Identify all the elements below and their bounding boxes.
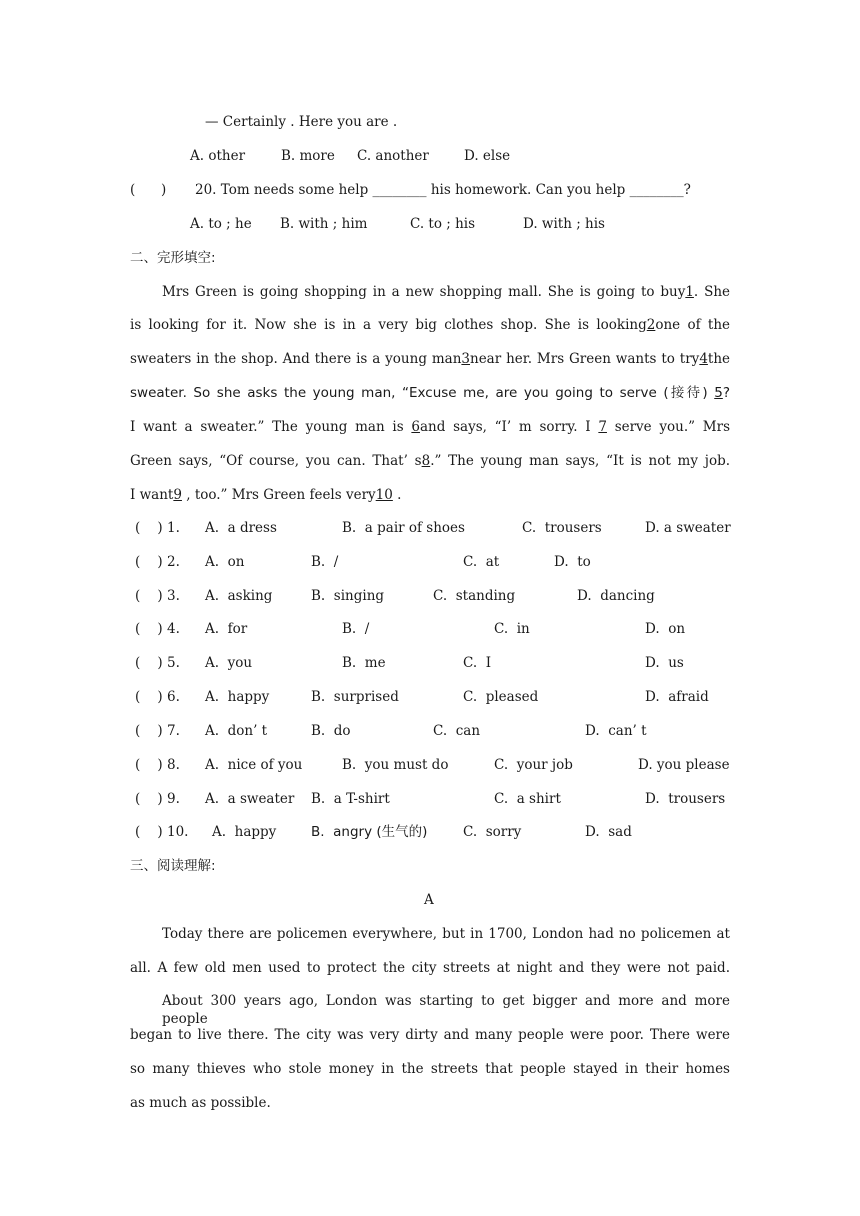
option-b: B. more: [281, 148, 335, 164]
option-d: D. dancing: [577, 588, 655, 604]
cloze-line: sweater. So she asks the young man, “Excuse me, are you going to serve (接待) 5?: [130, 385, 730, 401]
question-number[interactable]: ( ) 1.: [135, 520, 180, 536]
blank-number: 7: [598, 419, 607, 435]
option-b: B. a pair of shoes: [342, 520, 465, 536]
option-c: C. your job: [494, 757, 573, 773]
answer-bracket[interactable]: ( ): [130, 182, 167, 198]
reading-line: as much as possible.: [130, 1095, 271, 1111]
answer-line: — Certainly . Here you are .: [205, 114, 398, 130]
reading-line: all. A few old men used to protect the city streets at night and they were not paid.: [130, 960, 730, 976]
option-d: D. you please: [638, 757, 730, 773]
question-number[interactable]: ( ) 8.: [135, 757, 180, 773]
blank-number: 5: [714, 385, 723, 401]
option-a: A. asking: [205, 588, 273, 604]
option-c: C. trousers: [522, 520, 602, 536]
reading-line: began to live there. The city was very dirty and many people were poor. There were: [130, 1027, 730, 1043]
section-title-cloze: 二、完形填空:: [130, 250, 216, 266]
option-a: A. for: [205, 621, 248, 637]
option-d: D. on: [645, 621, 686, 637]
cloze-line: is looking for it. Now she is in a very big clothes shop. She is looking2one of the: [130, 317, 730, 333]
option-d: D. to: [554, 554, 591, 570]
option-d: D. can’ t: [585, 723, 647, 739]
option-a: A. a dress: [205, 520, 277, 536]
option-d: D. a sweater: [645, 520, 731, 536]
cloze-line: sweaters in the shop. And there is a young man3near her. Mrs Green wants to try4the: [130, 351, 731, 367]
option-b: B. you must do: [342, 757, 449, 773]
reading-line: About 300 years ago, London was starting to get bigger and more and more people: [162, 993, 730, 1027]
option-b: B. do: [311, 723, 351, 739]
blank-number: 3: [461, 351, 470, 367]
option-b: B. /: [342, 621, 370, 637]
blank-number: 6: [411, 419, 420, 435]
option-c: C. pleased: [463, 689, 539, 705]
section-title-reading: 三、阅读理解:: [130, 858, 216, 874]
q20-option-d: D. with ; his: [523, 216, 605, 232]
blank-number: 4: [699, 351, 708, 367]
cloze-line: Mrs Green is going shopping in a new shopping mall. She is going to buy1. She: [162, 284, 731, 300]
option-d: D. else: [464, 148, 511, 164]
cloze-line: I want9 , too.” Mrs Green feels very10 .: [130, 487, 402, 503]
option-b: B. a T-shirt: [311, 791, 390, 807]
cloze-line: Green says, “Of course, you can. That’ s8.” The young man says, “It is not my job.: [130, 453, 731, 469]
option-a: A. happy: [212, 824, 277, 840]
question-number[interactable]: ( ) 3.: [135, 588, 180, 604]
option-d: D. us: [645, 655, 684, 671]
question-number[interactable]: ( ) 2.: [135, 554, 180, 570]
option-a: A. happy: [205, 689, 270, 705]
blank-number: 2: [646, 317, 656, 333]
option-b: B. me: [342, 655, 386, 671]
option-c: C. I: [463, 655, 492, 671]
option-c: C. standing: [433, 588, 516, 604]
option-b: B. angry (生气的): [311, 824, 428, 840]
blank-number: 10: [375, 487, 393, 503]
question-number[interactable]: ( ) 9.: [135, 791, 180, 807]
question-number[interactable]: ( ) 6.: [135, 689, 180, 705]
option-c: C. another: [357, 148, 429, 164]
blank-number: 1: [685, 284, 694, 300]
option-a: A. don’ t: [205, 723, 268, 739]
option-c: C. at: [463, 554, 500, 570]
question-number[interactable]: ( ) 10.: [135, 824, 189, 840]
reading-line: Today there are policemen everywhere, but in 1700, London had no policemen at: [162, 926, 730, 942]
option-a: A. nice of you: [205, 757, 303, 773]
option-c: C. can: [433, 723, 481, 739]
option-a: A. you: [205, 655, 253, 671]
blank-number: 8: [421, 453, 431, 469]
question-number[interactable]: ( ) 5.: [135, 655, 180, 671]
question-number[interactable]: ( ) 4.: [135, 621, 180, 637]
option-b: B. singing: [311, 588, 385, 604]
option-d: D. afraid: [645, 689, 709, 705]
blank-number: 9: [173, 487, 182, 503]
option-a: A. other: [190, 148, 246, 164]
option-b: B. /: [311, 554, 339, 570]
cloze-line: I want a sweater.” The young man is 6and says, “I’ m sorry. I 7 serve you.” Mrs: [130, 419, 730, 435]
question-20-stem: 20. Tom needs some help ________ his homework. Can you help ________?: [195, 182, 691, 198]
option-c: C. a shirt: [494, 791, 561, 807]
option-a: A. on: [205, 554, 245, 570]
q20-option-c: C. to ; his: [410, 216, 476, 232]
reading-line: so many thieves who stole money in the streets that people stayed in their homes: [130, 1061, 730, 1077]
option-b: B. surprised: [311, 689, 399, 705]
question-number[interactable]: ( ) 7.: [135, 723, 180, 739]
passage-label: A: [424, 892, 434, 908]
option-d: D. trousers: [645, 791, 726, 807]
option-a: A. a sweater: [205, 791, 295, 807]
q20-option-a: A. to ; he: [190, 216, 252, 232]
q20-option-b: B. with ; him: [280, 216, 368, 232]
option-c: C. sorry: [463, 824, 522, 840]
option-d: D. sad: [585, 824, 632, 840]
option-c: C. in: [494, 621, 530, 637]
